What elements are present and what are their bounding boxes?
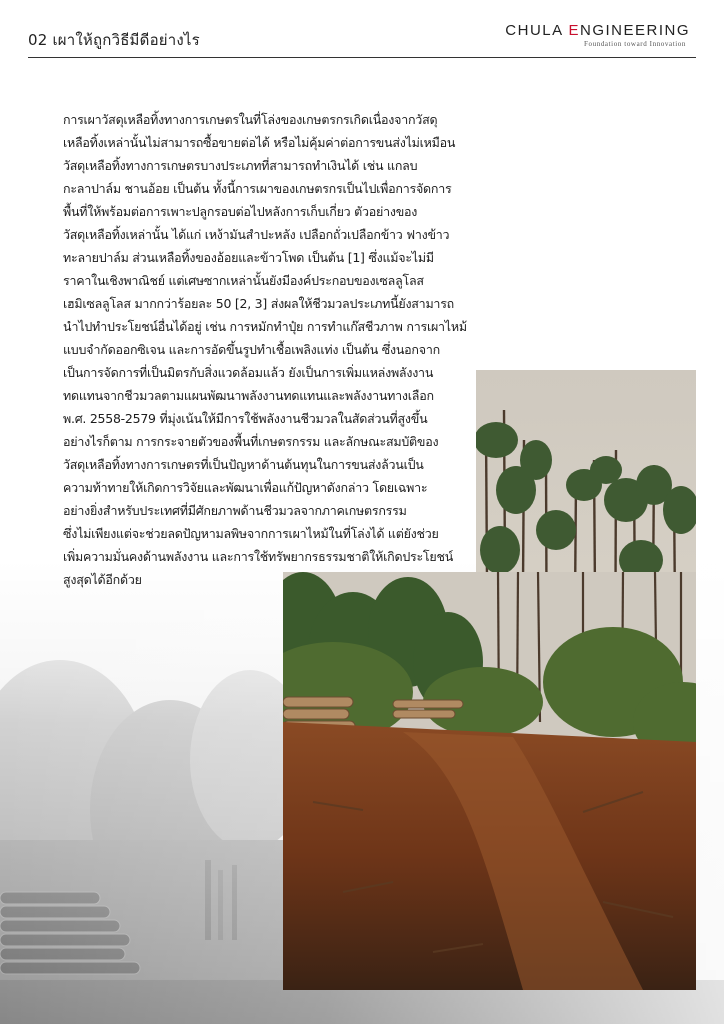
page-title: 02 เผาให้ถูกวิธีมีดีอย่างไร — [28, 31, 200, 49]
article-line: ทะลายปาล์ม ส่วนเหลือทิ้งของอ้อยและข้าวโพด เป็นต้น [1] ซึ่งแม้จะไม่มี — [63, 250, 434, 265]
article-line: วัสดุเหลือทิ้งเหล่านั้น ได้แก่ เหง้ามันสำปะหลัง เปลือกถั่วเปลือกข้าว ฟางข้าว — [63, 227, 450, 242]
brand-logo — [505, 22, 690, 48]
article-line: ความท้าทายให้เกิดการวิจัยและพัฒนาเพื่อแก้ปัญหาดังกล่าว โดยเฉพาะ — [63, 480, 428, 495]
article-line: เฮมิเซลลูโลส มากกว่าร้อยละ 50 [2, 3] ส่งผลให้ชีวมวลประเภทนี้ยังสามารถ — [63, 296, 454, 311]
page-header — [28, 20, 696, 58]
article-line: ทดแทนจากชีวมวลตามแผนพัฒนาพลังงานทดแทนและพลังงานทางเลือก — [63, 388, 434, 403]
article-line: อย่างยิ่งสำหรับประเทศที่มีศักยภาพด้านชีวมวลจากภาคเกษตรกรรม — [63, 503, 407, 518]
article-line: แบบจำกัดออกซิเจน และการอัดขึ้นรูปทำเชื้อเพลิงแท่ง เป็นต้น ซึ่งนอกจาก — [63, 342, 440, 357]
article-line: พื้นที่ให้พร้อมต่อการเพาะปลูกรอบต่อไปหลังการเก็บเกี่ยว ตัวอย่างของ — [63, 204, 418, 219]
article-line: เหลือทิ้งเหล่านั้นไม่สามารถซื้อขายต่อได้ หรือไม่คุ้มค่าต่อการขนส่งไม่เหมือน — [63, 135, 456, 150]
brand-name-accent: E — [568, 22, 580, 39]
forest-clearing-photo-lower — [283, 572, 696, 990]
article-body — [63, 108, 466, 591]
brand-name-suffix: NGINEERING — [579, 22, 690, 39]
article-line: สูงสุดได้อีกด้วย — [63, 572, 142, 587]
article-line: พ.ศ. 2558-2579 ที่มุ่งเน้นให้มีการใช้พลังงานชีวมวลในสัดส่วนที่สูงขึ้น — [63, 411, 428, 426]
article-line: เพิ่มความมั่นคงด้านพลังงาน และการใช้ทรัพยากรธรรมชาติให้เกิดประโยชน์ — [63, 549, 454, 564]
article-line: วัสดุเหลือทิ้งทางการเกษตรที่เป็นปัญหาด้านต้นทุนในการขนส่งล้วนเป็น — [63, 457, 424, 472]
article-line: ซึ่งไม่เพียงแต่จะช่วยลดปัญหามลพิษจากการเผาไหม้ในที่โล่งได้ แต่ยังช่วย — [63, 526, 439, 541]
article-line: อย่างไรก็ตาม การกระจายตัวของพื้นที่เกษตรกรรม และลักษณะสมบัติของ — [63, 434, 439, 449]
brand-tagline: Foundation toward Innovation — [584, 40, 686, 48]
article-line: การเผาวัสดุเหลือทิ้งทางการเกษตรในที่โล่งของเกษตรกรเกิดเนื่องจากวัสดุ — [63, 112, 438, 127]
article-line: กะลาปาล์ม ชานอ้อย เป็นต้น ทั้งนี้การเผาของเกษตรกรเป็นไปเพื่อการจัดการ — [63, 181, 452, 196]
brand-name — [505, 22, 690, 39]
article-line: เป็นการจัดการที่เป็นมิตรกับสิ่งแวดล้อมแล้ว ยังเป็นการเพิ่มแหล่งพลังงาน — [63, 365, 434, 380]
article-line: ราคาในเชิงพาณิชย์ แต่เศษซากเหล่านั้นยังมีองค์ประกอบของเซลลูโลส — [63, 273, 424, 288]
brand-name-prefix: CHULA — [505, 22, 569, 39]
article-line: วัสดุเหลือทิ้งทางการเกษตรบางประเภทที่สามารถทำเงินได้ เช่น แกลบ — [63, 158, 418, 173]
article-line: นำไปทำประโยชน์อื่นได้อยู่ เช่น การหมักทำปุ๋ย การทำแก๊สชีวภาพ การเผาไหม้ — [63, 319, 467, 334]
